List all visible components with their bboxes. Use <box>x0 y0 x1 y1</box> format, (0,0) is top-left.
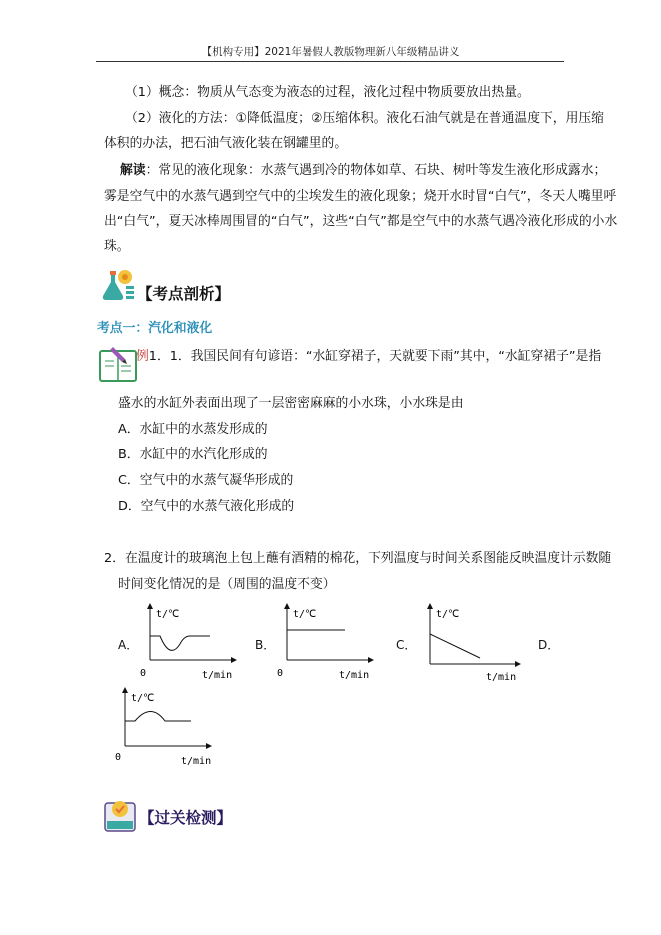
read-line-3: 出“白气”，夏天冰棒周围冒的“白气”，这些“白气”都是空气中的水蒸气遇冷液化形成的小水 <box>104 214 618 229</box>
graph-a-curve <box>150 636 210 650</box>
example-tag: 例 <box>136 349 149 364</box>
read-line-4: 珠。 <box>104 239 130 254</box>
read-line-1 <box>120 162 606 180</box>
graph-a-x-label: t/min <box>202 670 233 681</box>
graph-b-y-label: t/℃ <box>293 609 317 620</box>
method-line-2: 体积的办法，把石油气液化装在钢罐里的。 <box>104 136 348 151</box>
question-2-stem-line-2: 时间变化情况的是（周围的温度不变） <box>118 577 336 592</box>
graph-a-origin: 0 <box>140 668 147 679</box>
graph-a-y-label: t/℃ <box>156 609 180 620</box>
example-stem-text-1: 我国民间有句谚语：“水缸穿裙子，天就要下雨”其中，“水缸穿裙子”是指 <box>190 349 602 364</box>
read-text-1: ：常见的液化现象：水蒸气遇到冷的物体如草、石块、树叶等发生液化形成露水； <box>145 163 607 178</box>
graph-d-y-label: t/℃ <box>131 693 155 704</box>
graph-d-curve <box>125 712 191 722</box>
graph-b <box>275 600 375 682</box>
graph-c-curve <box>430 634 480 658</box>
choice-c-label: C． <box>396 638 417 652</box>
graph-b-origin: 0 <box>277 668 284 679</box>
graph-a <box>138 600 238 682</box>
example-1-stem-line-1 <box>136 348 601 366</box>
option-a: A．水缸中的水蒸发形成的 <box>118 422 268 437</box>
book-pencil-icon <box>99 343 139 383</box>
graph-b-x-label: t/min <box>339 670 370 681</box>
section-analysis-title: 【考点剖析】 <box>137 285 231 303</box>
page-header: 【机构专用】2021年暑假人教版物理新八年级精品讲义 <box>201 46 460 58</box>
topic-1-title: 考点一：汽化和液化 <box>97 321 213 336</box>
graph-c-y-label: t/℃ <box>436 609 460 620</box>
graph-c <box>418 600 522 682</box>
section-check-title: 【过关检测】 <box>139 809 233 827</box>
example-number: 1．1． <box>148 349 191 364</box>
method-line-1: （2）液化的方法：①降低温度；②压缩体积。液化石油气就是在普通温度下，用压缩 <box>125 111 604 126</box>
clipboard-check-icon <box>103 795 137 833</box>
question-2-stem-line-1: 2．在温度计的玻璃泡上包上蘸有酒精的棉花，下列温度与时间关系图能反映温度计示数随 <box>104 551 612 566</box>
choice-d-label: D． <box>538 638 560 652</box>
graph-d <box>113 686 223 768</box>
header-rule <box>96 61 564 62</box>
choice-b-label: B． <box>255 638 276 652</box>
graph-d-origin: 0 <box>115 752 122 763</box>
read-line-2: 雾是空气中的水蒸气遇到空气中的尘埃发生的液化现象；烧开水时冒“白气”，冬天人嘴里呼 <box>104 189 617 204</box>
concept-paragraph: （1）概念：物质从气态变为液态的过程，液化过程中物质要放出热量。 <box>125 85 530 100</box>
example-1-stem-line-2: 盛水的水缸外表面出现了一层密密麻麻的小水珠，小水珠是由 <box>118 396 464 411</box>
option-c: C．空气中的水蒸气凝华形成的 <box>118 473 294 488</box>
option-d: D．空气中的水蒸气液化形成的 <box>118 499 295 514</box>
graph-d-x-label: t/min <box>181 756 212 767</box>
graph-c-x-label: t/min <box>486 672 517 682</box>
read-label: 解读 <box>120 163 146 178</box>
option-b: B．水缸中的水汽化形成的 <box>118 447 268 462</box>
choice-a-label: A． <box>118 638 139 652</box>
flask-icon <box>101 268 137 302</box>
